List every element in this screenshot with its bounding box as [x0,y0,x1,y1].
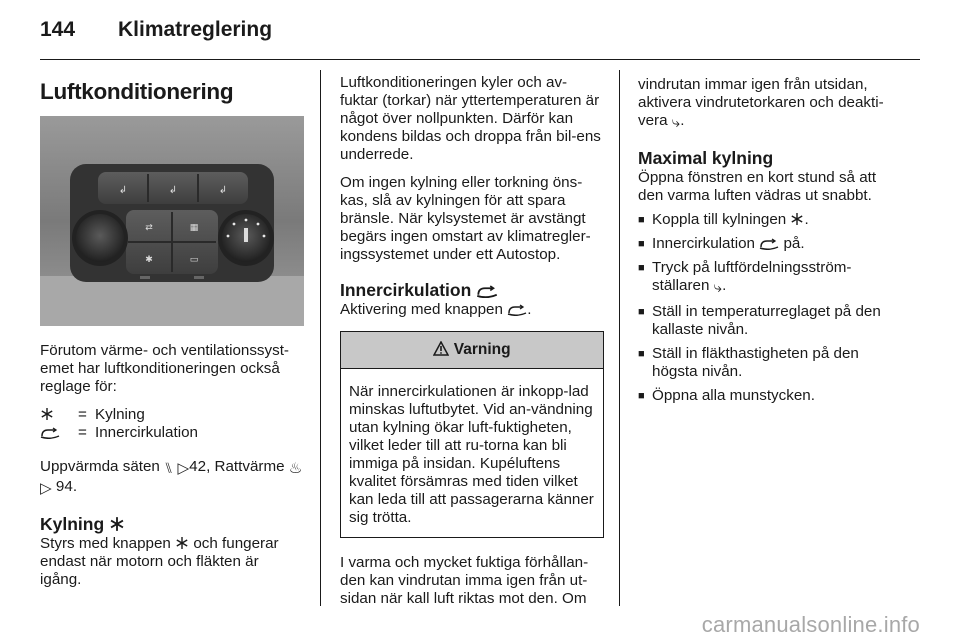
recirculation-icon [476,285,498,298]
list-item: ■ Öppna alla munstycken. [638,387,900,405]
svg-text:⇄: ⇄ [145,223,153,233]
watermark: carmanualsonline.info [701,612,920,637]
list-item: ■ Ställ in fläkthastigheten på den högsta nivån. [638,345,900,381]
section-title: Luftkonditionering [40,79,234,104]
definition-list [40,406,304,442]
header-rule [40,59,920,60]
column-divider-1 [320,70,321,606]
max-cooling-steps [638,211,900,405]
warning-header [341,332,603,369]
ac-description: Luftkonditioneringen kyler och av-fuktar (torkar) när yttertemperaturen är något över nollpunkten. Därför kan kondens bildas och droppa från bil-ens underrede. [340,74,601,163]
recirculation-icon [40,427,60,439]
list-item: ■ Tryck på luftfördelningsström-ställaren ⤷. [638,259,900,297]
page-reference-icon: ▷ [177,460,190,477]
recirculation-icon [507,304,527,316]
climate-panel-photo [40,116,304,326]
cooling-heading: Kylning [40,514,304,535]
snowflake-icon [790,212,804,226]
cooling-text: Styrs med knappen och fungerar endast när motorn och fläkten är igång. [40,535,279,588]
column-2 [340,74,604,608]
max-cooling-text: Öppna fönstren en kort stund så att den varma luften vädras ut snabbt. [638,169,877,204]
column-1 [40,74,304,589]
steering-wheel-heating-icon: ♨ [288,460,303,477]
intro-text: Förutom värme- och ventilationssyst-emet har luftkonditioneringen också reglage för: [40,342,289,395]
recirculation-label: Innercirkulation [95,424,198,441]
list-item: ■ Ställ in temperaturreglaget på den kallaste nivån. [638,303,900,339]
page-header [40,18,272,42]
warning-triangle-icon [433,341,449,356]
air-distribution-icon: ⤷ [671,114,681,131]
svg-text:↲: ↲ [218,185,228,196]
svg-text:↲: ↲ [168,185,178,196]
recirculation-icon [759,238,779,250]
cooling-label: Kylning [95,406,145,423]
list-item: ■ Koppla till kylningen . [638,211,900,229]
seat-heating-reference: Uppvärmda säten ⑊ ▷42, Rattvärme ♨ ▷ 94. [40,458,303,497]
chapter-title: Klimatreglering [118,18,273,41]
windscreen-text: vindrutan immar igen från utsidan, aktivera vindrutetorkaren och deakti-vera ⤷. [638,76,884,131]
svg-text:▭: ▭ [189,255,199,265]
air-distribution-icon: ⤷ [713,279,723,296]
recirculation-text: Aktivering med knappen . [340,301,532,318]
definition-row-cooling: = Kylning [40,406,304,424]
warning-box [340,331,604,538]
recirculation-heading: Innercirkulation [340,280,604,301]
svg-text:▦: ▦ [189,223,199,233]
snowflake-icon [175,536,189,550]
list-item: ■ Innercirkulation på. [638,235,900,253]
svg-text:✱: ✱ [145,255,153,265]
column-divider-2 [619,70,620,606]
page-reference-icon: ▷ [40,480,52,497]
ac-off-description: Om ingen kylning eller torkning öns-kas, slå av kylningen för att spara bränsle. När kylsystemet är avstängt begärs ingen omstart av klimatregler-ingssystemet under ett Autostop. [340,174,591,263]
max-cooling-heading: Maximal kylning [638,148,774,168]
column-3 [638,76,900,411]
snowflake-icon [109,516,125,532]
snowflake-icon [40,407,54,421]
humidity-text: I varma och mycket fuktiga förhållan-den kan vindrutan imma igen från ut-sidan när kall luft riktas mot den. Om [340,554,589,607]
warning-text: När innercirkulationen är inkopp-lad minskas luftutbytet. Vid an-vändning utan kylning ökar luft-fuktigheten, vilket leder till att ru-torna kan bli immiga på insidan. Kupéluftens kvalitet försämras med tiden vilket kan leda till att passagerarna känner sig trötta. [349,383,594,526]
svg-text:↲: ↲ [118,185,128,196]
definition-row-recirculation: = Innercirkulation [40,424,304,442]
seat-heating-icon: ⑊ [164,460,174,477]
page-number: 144 [40,18,76,41]
warning-title: Varning [453,341,511,358]
